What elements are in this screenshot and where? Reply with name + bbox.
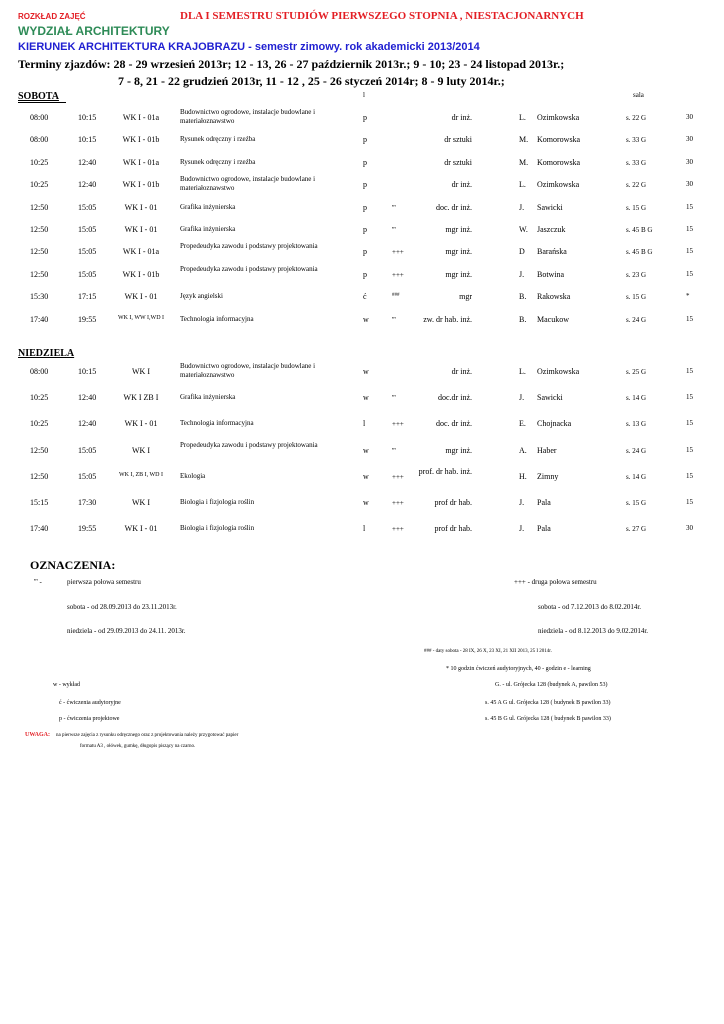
row-teacher-name: Komorowska <box>537 135 581 145</box>
row-room: s. 24 G <box>626 315 647 324</box>
row-type: w <box>363 471 369 481</box>
row-room: s. 45 B G <box>626 248 653 257</box>
row-subject: Grafika inżynierska <box>180 225 236 233</box>
uwaga-text: na pierwsze zajęcia z rysunku odręcznego oraz z projektowania należy przygotować papier <box>56 733 239 738</box>
row-type: l <box>363 419 366 429</box>
row-subject: Język angielski <box>180 292 223 301</box>
row-start-time: 10:25 <box>30 180 49 190</box>
legend-sun-second: niedziela - od 8.12.2013 do 9.02.2014r. <box>538 627 649 635</box>
row-count: 15 <box>686 419 693 428</box>
row-count: 15 <box>686 498 693 506</box>
row-teacher-initial: L. <box>519 113 526 122</box>
row-subject: Ekologia <box>180 471 206 480</box>
row-group: WK I - 01 <box>124 292 158 302</box>
row-teacher-name: Botwina <box>537 269 565 279</box>
row-teacher-initial: J. <box>519 393 525 403</box>
row-mark: ''' <box>392 315 396 324</box>
row-teacher-name: Macukow <box>537 314 569 324</box>
col-l-header: l <box>363 91 365 99</box>
row-end-time: 15:05 <box>78 247 97 257</box>
row-room: s. 14 G <box>626 472 647 481</box>
row-type: p <box>363 202 367 212</box>
row-teacher-name: Komorowska <box>537 157 581 167</box>
legend-star-note: * 10 godzin ćwiczeń audytoryjnych, 40 - godzin e - learning <box>446 666 591 672</box>
row-teacher-title: prof dr hab. <box>434 524 472 534</box>
row-teacher-title: mgr <box>459 292 472 302</box>
row-teacher-title: doc. dr inż. <box>436 419 472 429</box>
table-row <box>0 108 724 130</box>
header-wydzial: WYDZIAŁ ARCHITEKTURY <box>18 24 170 38</box>
table-row <box>0 287 724 309</box>
row-count: 30 <box>686 524 693 533</box>
row-teacher-name: Pala <box>537 524 551 534</box>
row-type: p <box>363 113 367 122</box>
row-end-time: 10:15 <box>78 113 97 122</box>
row-group: WK I <box>132 367 150 376</box>
row-teacher-title: prof dr hab. <box>434 498 472 507</box>
row-teacher-title: doc. dr inż. <box>436 202 472 212</box>
row-start-time: 08:00 <box>30 135 49 145</box>
col-sala-header: sala <box>633 91 644 99</box>
row-type: w <box>363 367 369 376</box>
row-subject: Technologia informacyjna <box>180 314 254 323</box>
row-start-time: 12:50 <box>30 247 49 257</box>
row-end-time: 12:40 <box>78 419 97 429</box>
row-room: s. 25 G <box>626 368 647 376</box>
row-start-time: 15:30 <box>30 292 49 302</box>
row-teacher-title: mgr inż. <box>445 445 472 455</box>
row-end-time: 17:15 <box>78 292 97 302</box>
uwaga-label: UWAGA: <box>25 732 50 738</box>
row-count: 30 <box>686 113 693 121</box>
row-teacher-name: Pala <box>537 498 551 507</box>
row-start-time: 08:00 <box>30 367 49 376</box>
row-teacher-title: dr inż. <box>451 180 472 190</box>
row-type: w <box>363 314 369 324</box>
row-subject: Grafika inżynierska <box>180 393 236 402</box>
row-teacher-initial: L. <box>519 180 526 190</box>
row-teacher-initial: B. <box>519 314 527 324</box>
saturday-divider <box>18 102 66 103</box>
row-teacher-name: Sawicki <box>537 202 563 212</box>
row-group: WK I ZB I <box>123 393 159 403</box>
table-row <box>0 220 724 242</box>
table-row <box>0 388 724 410</box>
legend-sat-second: sobota - od 7.12.2013 do 8.02.2014r. <box>538 603 642 611</box>
row-room: s. 27 G <box>626 525 647 534</box>
table-row <box>0 242 724 264</box>
row-count: 15 <box>686 269 693 278</box>
row-group: WK I - 01a <box>122 113 160 122</box>
header-terminy-1: Terminy zjazdów: 28 - 29 wrzesień 2013r; 12 - 13, 26 - 27 październik 2013r.; 9 - 10; 23 - 24 listopad 2013r.; <box>18 57 565 71</box>
row-mark: ''' <box>392 226 396 234</box>
row-count: 30 <box>686 157 693 166</box>
row-count: 15 <box>686 367 693 375</box>
legend-w-def: w - wykład <box>53 682 80 688</box>
legend-first-half: pierwsza połowa semestru <box>67 578 141 586</box>
row-group: WK I - 01 <box>124 524 158 534</box>
row-group: WK I <box>132 445 150 455</box>
row-teacher-name: Sawicki <box>537 393 563 403</box>
row-end-time: 17:30 <box>78 498 97 507</box>
row-type: w <box>363 445 369 455</box>
row-end-time: 12:40 <box>78 393 97 403</box>
legend-sun-first: niedziela - od 29.09.2013 do 24.11. 2013r. <box>67 627 186 635</box>
row-teacher-title: dr sztuki <box>444 157 472 167</box>
row-subject: Rysunek odręczny i rzeźba <box>180 157 256 166</box>
table-row <box>0 310 724 332</box>
row-mark: +++ <box>392 499 404 507</box>
row-teacher-title: doc.dr inż. <box>438 393 472 403</box>
row-teacher-title: dr inż. <box>451 113 472 122</box>
row-mark: +++ <box>392 525 404 534</box>
legend-sat-first: sobota - od 28.09.2013 do 23.11.2013r. <box>67 603 177 611</box>
row-count: 15 <box>686 393 693 402</box>
row-teacher-initial: J. <box>519 202 525 212</box>
row-room: s. 22 G <box>626 181 647 190</box>
row-mark: +++ <box>392 248 404 257</box>
row-teacher-initial: H. <box>519 471 527 481</box>
table-row <box>0 467 724 489</box>
row-type: w <box>363 498 369 507</box>
row-end-time: 19:55 <box>78 524 97 534</box>
legend-g-def: G. - ul. Grójecka 128 (budynek A, pawilon 53) <box>495 682 608 688</box>
row-teacher-title: prof. dr hab. inż. <box>418 466 472 476</box>
row-end-time: 15:05 <box>78 269 97 279</box>
row-start-time: 12:50 <box>30 269 49 279</box>
row-count: 15 <box>686 202 693 211</box>
row-count: 15 <box>686 225 693 233</box>
table-row <box>0 153 724 175</box>
row-teacher-name: Ozimkowska <box>537 367 580 376</box>
row-room: s. 15 G <box>626 293 647 302</box>
row-count: 15 <box>686 471 693 480</box>
row-end-time: 15:05 <box>78 445 97 455</box>
row-end-time: 12:40 <box>78 180 97 190</box>
row-count: 15 <box>686 247 693 256</box>
row-subject: Propedeudyka zawodu i podstawy projektowania <box>180 264 318 273</box>
row-room: s. 45 B G <box>626 226 653 234</box>
row-start-time: 08:00 <box>30 113 49 122</box>
sunday-label: NIEDZIELA <box>18 348 75 359</box>
row-start-time: 12:50 <box>30 471 49 481</box>
table-row <box>0 175 724 197</box>
row-subject: Budownictwo ogrodowe, instalacje budowlane i materiałoznawstwo <box>180 175 316 193</box>
row-start-time: 12:50 <box>30 225 49 234</box>
legend-title: OZNACZENIA: <box>30 558 116 572</box>
row-subject: Grafika inżynierska <box>180 202 236 211</box>
table-row <box>0 493 724 515</box>
row-teacher-title: mgr inż. <box>445 225 472 234</box>
row-end-time: 12:40 <box>78 157 97 167</box>
row-type: p <box>363 247 367 257</box>
row-teacher-title: mgr inż. <box>445 247 472 257</box>
legend-g45a-def: s. 45 A G ul. Grójecka 128 ( budynek B pawilon 33) <box>485 700 611 706</box>
row-teacher-initial: W. <box>519 225 528 234</box>
row-type: p <box>363 225 367 234</box>
row-start-time: 17:40 <box>30 524 49 534</box>
row-subject: Rysunek odręczny i rzeźba <box>180 135 256 144</box>
row-teacher-initial: M. <box>519 157 529 167</box>
row-group: WK I, ZB I, WD I <box>118 471 164 478</box>
row-end-time: 19:55 <box>78 314 97 324</box>
header-semestr: DLA I SEMESTRU STUDIÓW PIERWSZEGO STOPNIA , NIESTACJONARNYCH <box>180 10 584 22</box>
table-row <box>0 130 724 152</box>
row-start-time: 15:15 <box>30 498 49 507</box>
row-teacher-name: Ozimkowska <box>537 180 580 190</box>
row-teacher-title: dr sztuki <box>444 135 472 145</box>
header-terminy-2: 7 - 8, 21 - 22 grudzień 2013r, 11 - 12 , 25 - 26 styczeń 2014r; 8 - 9 luty 2014r.; <box>118 74 505 88</box>
row-group: WK I - 01a <box>122 247 160 257</box>
row-group: WK I - 01a <box>122 157 160 167</box>
row-end-time: 15:05 <box>78 202 97 212</box>
uwaga-text-2: formatu A3 , ołówek, gumkę, długopis piszący na czarno. <box>80 744 196 749</box>
row-group: WK I <box>132 498 150 507</box>
row-teacher-title: mgr inż. <box>445 269 472 279</box>
table-row <box>0 265 724 287</box>
row-type: p <box>363 269 367 279</box>
row-count: 15 <box>686 445 693 454</box>
row-type: p <box>363 180 367 190</box>
legend-p-def: p - ćwiczenia projektowe <box>59 716 120 722</box>
table-row <box>0 519 724 541</box>
row-room: s. 22 G <box>626 114 647 122</box>
row-teacher-name: Jaszczuk <box>537 225 566 234</box>
row-mark: ''' <box>392 203 396 212</box>
legend-g45b-def: s. 45 B G ul. Grójecka 128 ( budynek B pawilon 33) <box>485 716 611 722</box>
row-room: s. 23 G <box>626 270 647 279</box>
table-row <box>0 198 724 220</box>
row-mark: +++ <box>392 270 404 279</box>
row-subject: Budownictwo ogrodowe, instalacje budowlane i materiałoznawstwo <box>180 108 316 125</box>
row-subject: Propedeudyka zawodu i podstawy projektowania <box>180 440 318 449</box>
header-kierunek: KIERUNEK ARCHITEKTURA KRAJOBRAZU - semestr zimowy. rok akademicki 2013/2014 <box>18 41 480 53</box>
row-teacher-name: Ozimkowska <box>537 113 580 122</box>
row-end-time: 10:15 <box>78 135 97 145</box>
row-mark: +++ <box>392 472 404 481</box>
row-teacher-name: Rakowska <box>537 292 571 302</box>
row-start-time: 10:25 <box>30 393 49 403</box>
table-row <box>0 362 724 384</box>
row-teacher-initial: L. <box>519 367 526 376</box>
row-type: ć <box>363 292 367 302</box>
row-teacher-name: Chojnacka <box>537 419 572 429</box>
row-room: s. 15 G <box>626 203 647 212</box>
row-teacher-initial: J. <box>519 498 525 507</box>
row-start-time: 17:40 <box>30 314 49 324</box>
legend-hash-note: ### - daty sobota - 28 IX, 26 X, 23 XI, 21 XII 2013, 25 I 2014r. <box>424 649 552 654</box>
row-teacher-initial: J. <box>519 524 525 534</box>
row-teacher-initial: D <box>519 247 525 257</box>
row-group: WK I - 01b <box>122 269 160 279</box>
row-teacher-initial: E. <box>519 419 526 429</box>
row-end-time: 15:05 <box>78 471 97 481</box>
row-teacher-title: dr inż. <box>451 367 472 376</box>
row-room: s. 33 G <box>626 136 647 145</box>
row-group: WK I - 01 <box>124 202 158 212</box>
row-type: w <box>363 393 369 403</box>
row-subject: Biologia i fizjologia roślin <box>180 498 255 506</box>
row-room: s. 14 G <box>626 394 647 403</box>
row-start-time: 10:25 <box>30 157 49 167</box>
row-count: 30 <box>686 180 693 189</box>
row-subject: Biologia i fizjologia roślin <box>180 524 255 533</box>
legend-second-half: +++ - druga połowa semestru <box>514 578 597 586</box>
row-teacher-initial: B. <box>519 292 527 302</box>
row-mark: ''' <box>392 446 396 455</box>
table-row <box>0 441 724 463</box>
row-room: s. 33 G <box>626 158 647 167</box>
row-mark: +++ <box>392 420 404 429</box>
row-teacher-name: Haber <box>537 445 557 455</box>
row-end-time: 15:05 <box>78 225 97 234</box>
row-count: 30 <box>686 135 693 144</box>
row-start-time: 12:50 <box>30 445 49 455</box>
row-teacher-title: zw. dr hab. inż. <box>423 314 472 324</box>
row-mark: ### <box>392 293 400 299</box>
row-group: WK I - 01 <box>124 419 158 429</box>
row-group: WK I, WW I,WD I <box>117 314 165 321</box>
row-group: WK I - 01 <box>124 225 158 234</box>
row-start-time: 12:50 <box>30 202 49 212</box>
row-type: l <box>363 524 366 534</box>
row-teacher-initial: A. <box>519 445 527 455</box>
row-type: p <box>363 157 367 167</box>
row-start-time: 10:25 <box>30 419 49 429</box>
row-group: WK I - 01b <box>122 180 160 190</box>
row-room: s. 24 G <box>626 446 647 455</box>
row-room: s. 15 G <box>626 499 647 507</box>
row-teacher-initial: J. <box>519 269 525 279</box>
legend-first-symbol: ''' - <box>34 578 42 586</box>
row-room: s. 13 G <box>626 420 647 429</box>
row-count: * <box>686 292 690 301</box>
row-count: 15 <box>686 314 693 323</box>
row-subject: Budownictwo ogrodowe, instalacje budowlane i materiałoznawstwo <box>180 362 316 379</box>
legend-c-def: ć - ćwiczenia audytoryjne <box>59 700 121 706</box>
row-group: WK I - 01b <box>122 135 160 145</box>
row-teacher-name: Barańska <box>537 247 567 257</box>
row-subject: Propedeudyka zawodu i podstawy projektowania <box>180 242 318 251</box>
saturday-label: SOBOTA <box>18 91 59 102</box>
header-rozklad: ROZKŁAD ZAJĘĆ <box>18 12 86 21</box>
row-teacher-name: Zimny <box>537 471 559 481</box>
row-mark: ''' <box>392 394 396 403</box>
row-subject: Technologia informacyjna <box>180 419 254 428</box>
row-type: p <box>363 135 367 145</box>
row-teacher-initial: M. <box>519 135 529 145</box>
row-end-time: 10:15 <box>78 367 97 376</box>
table-row <box>0 414 724 436</box>
